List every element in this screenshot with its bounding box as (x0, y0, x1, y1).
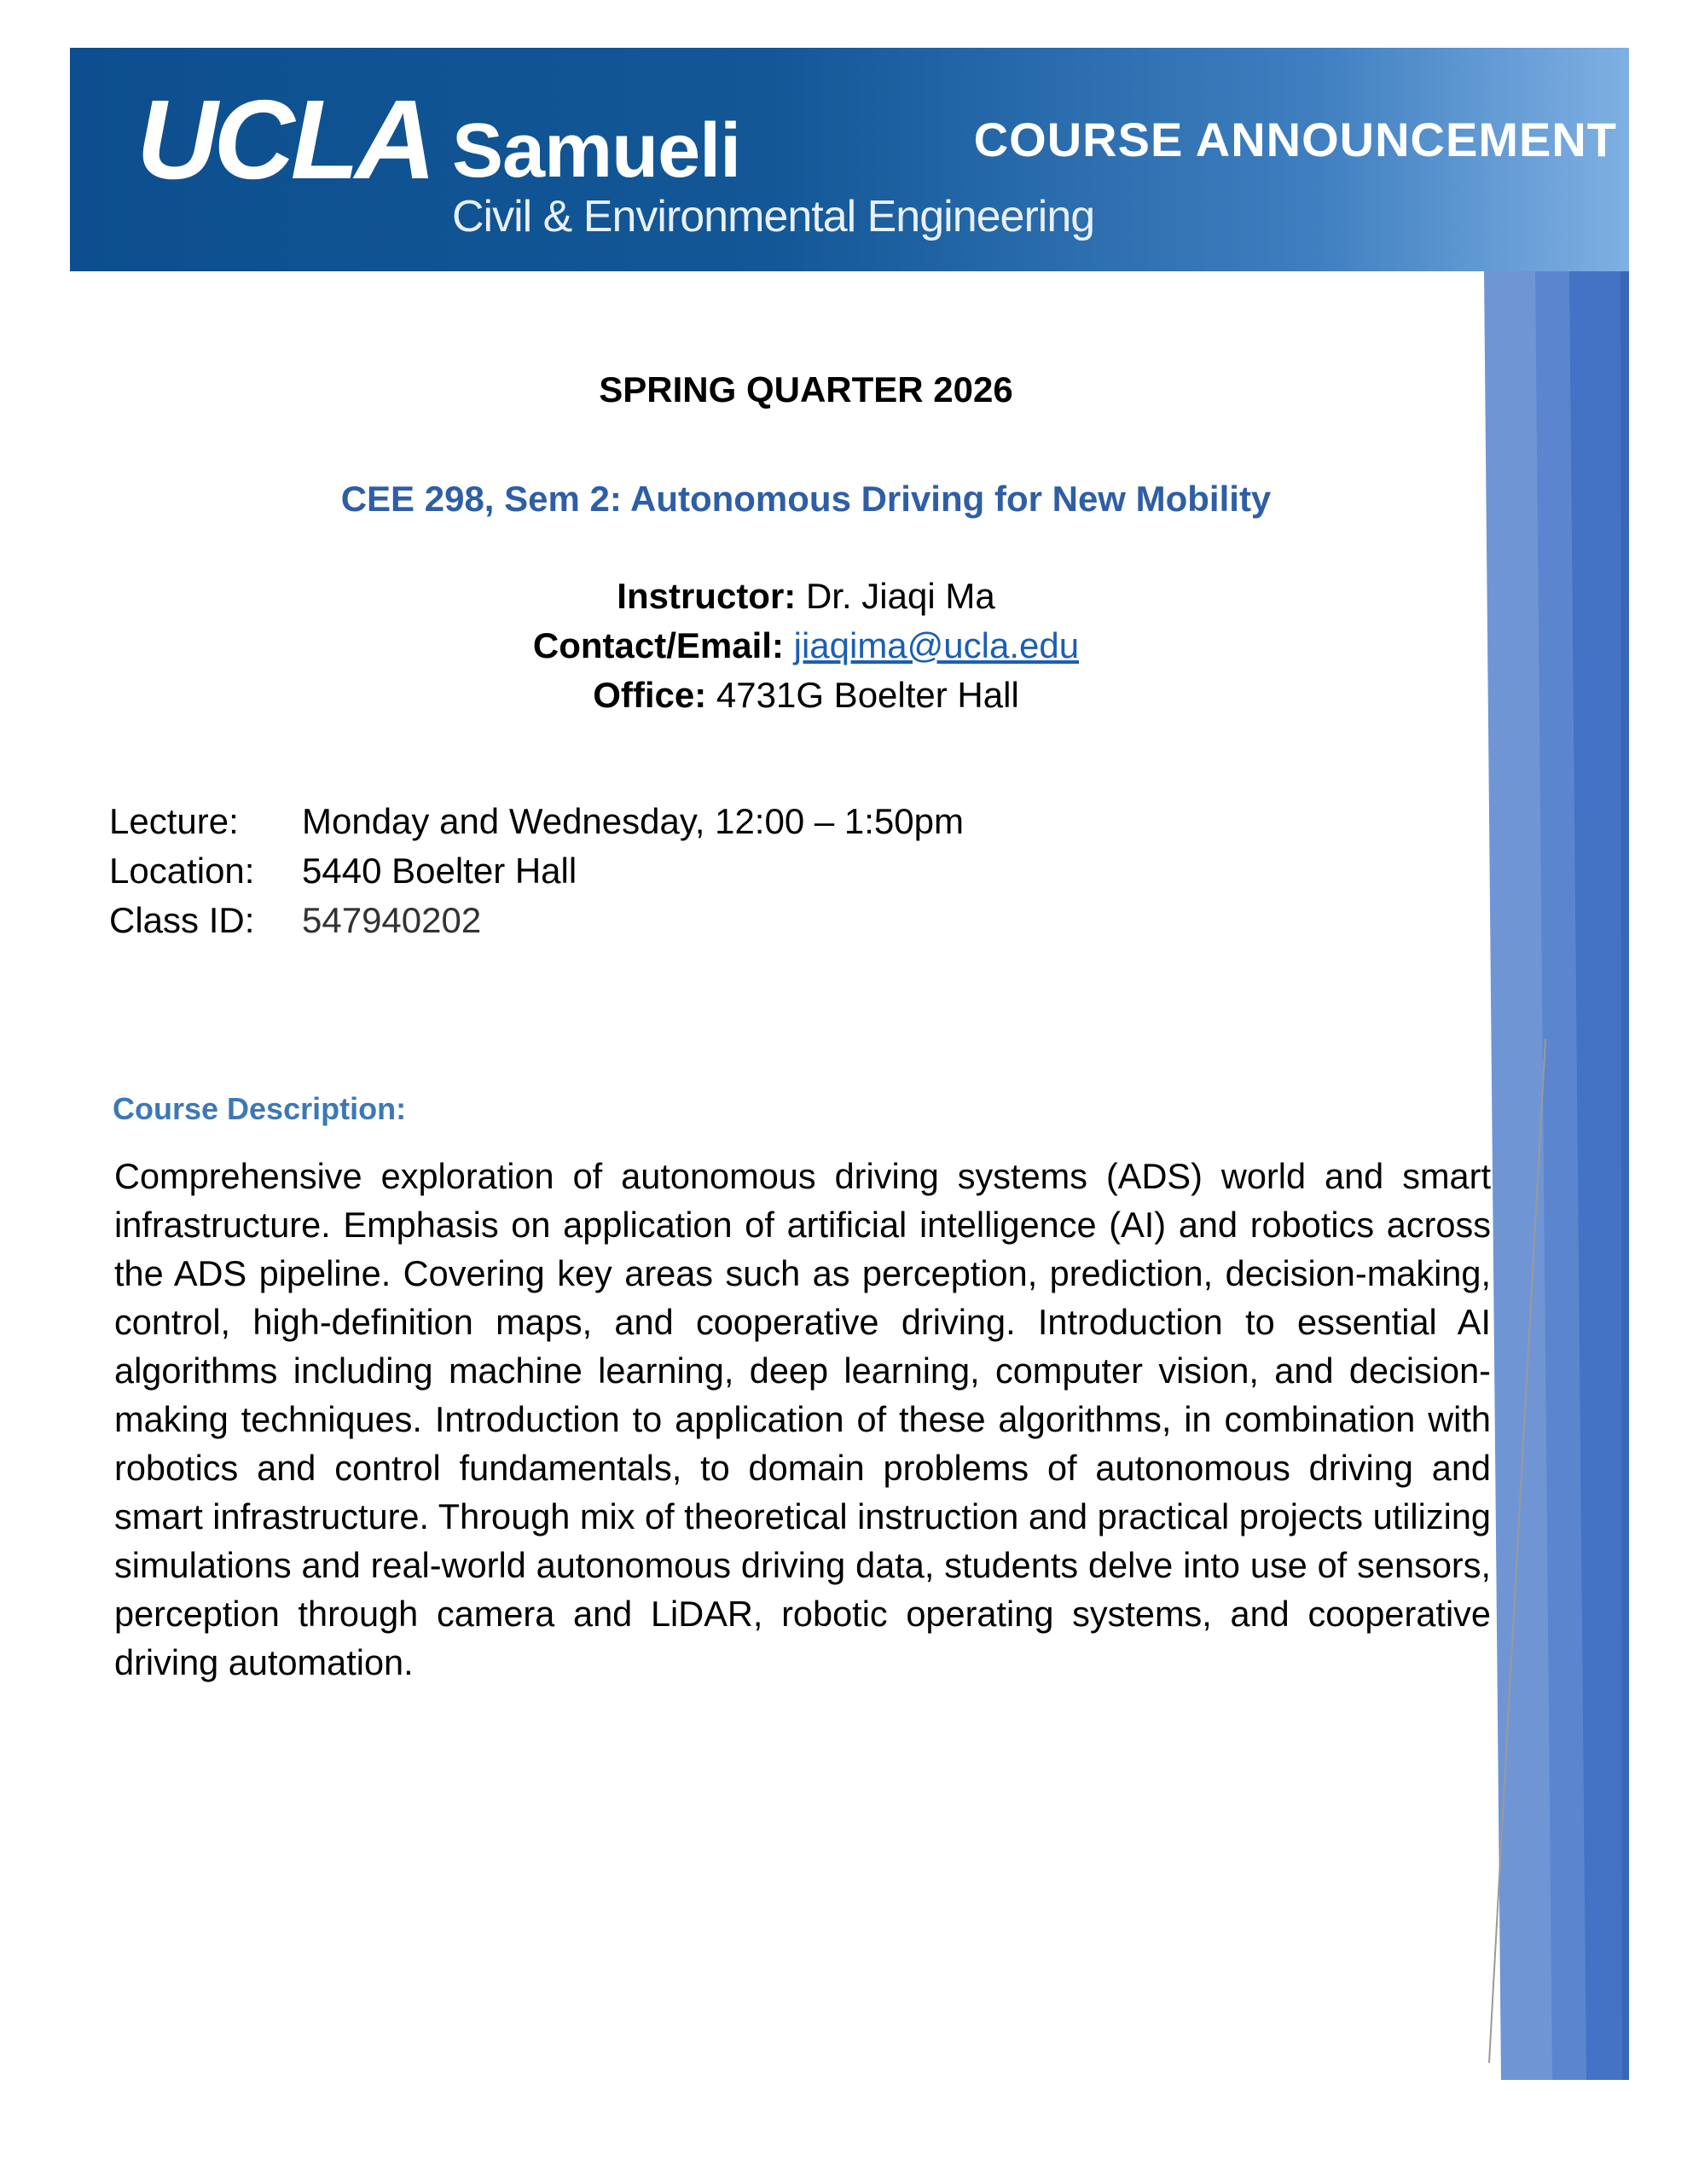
office-value: 4731G Boelter Hall (716, 675, 1019, 715)
office-line (0, 674, 1612, 717)
department-name: Civil & Environmental Engineering (452, 192, 1095, 241)
announcement-label: COURSE ANNOUNCEMENT (973, 113, 1617, 166)
class-id-row (109, 899, 481, 942)
contact-line (0, 624, 1612, 667)
class-id-label: Class ID: (109, 900, 255, 940)
lecture-label: Lecture: (109, 801, 239, 841)
location-row (109, 850, 577, 892)
instructor-value: Dr. Jiaqi Ma (805, 576, 995, 616)
course-title: CEE 298, Sem 2: Autonomous Driving for New Mobility (340, 479, 1272, 519)
samueli-logo-text: Samueli (452, 108, 741, 194)
term-heading: SPRING QUARTER 2026 (599, 369, 1013, 410)
ucla-logo: UCLA (136, 77, 432, 202)
location-value: 5440 Boelter Hall (302, 851, 577, 891)
email-link[interactable]: jiaqima@ucla.edu (793, 625, 1080, 665)
instructor-line (0, 575, 1612, 618)
description-text: Comprehensive exploration of autonomous driving systems (ADS) world and smart infrastructure. Emphasis on application of artificial intelligence (AI) and robotics across the ADS pipeline. Covering key areas such as perception, prediction, decision-making, control, high-definition maps, and cooperative driving. Introduction to essential AI algorithms including machine learning, deep learning, computer vision, and decision-making techniques. Introduction to application of these algorithms, in combination with robotics and control fundamentals, to domain problems of autonomous driving and smart infrastructure. Through mix of theoretical instruction and practical projects utilizing simulations and real-world autonomous driving data, students delve into use of sensors, perception through camera and LiDAR, robotic operating systems, and cooperative driving automation. (114, 1156, 1491, 1682)
side-decoration (1484, 271, 1638, 2080)
office-label: Office: (593, 675, 707, 715)
header-banner (70, 48, 1629, 271)
class-id-value: 547940202 (302, 900, 482, 940)
lecture-value: Monday and Wednesday, 12:00 – 1:50pm (302, 801, 964, 841)
lecture-row (109, 800, 964, 843)
location-label: Location: (109, 851, 255, 891)
contact-label: Contact/Email: (532, 625, 784, 665)
instructor-label: Instructor: (617, 576, 797, 616)
description-heading: Course Description: (113, 1091, 407, 1126)
